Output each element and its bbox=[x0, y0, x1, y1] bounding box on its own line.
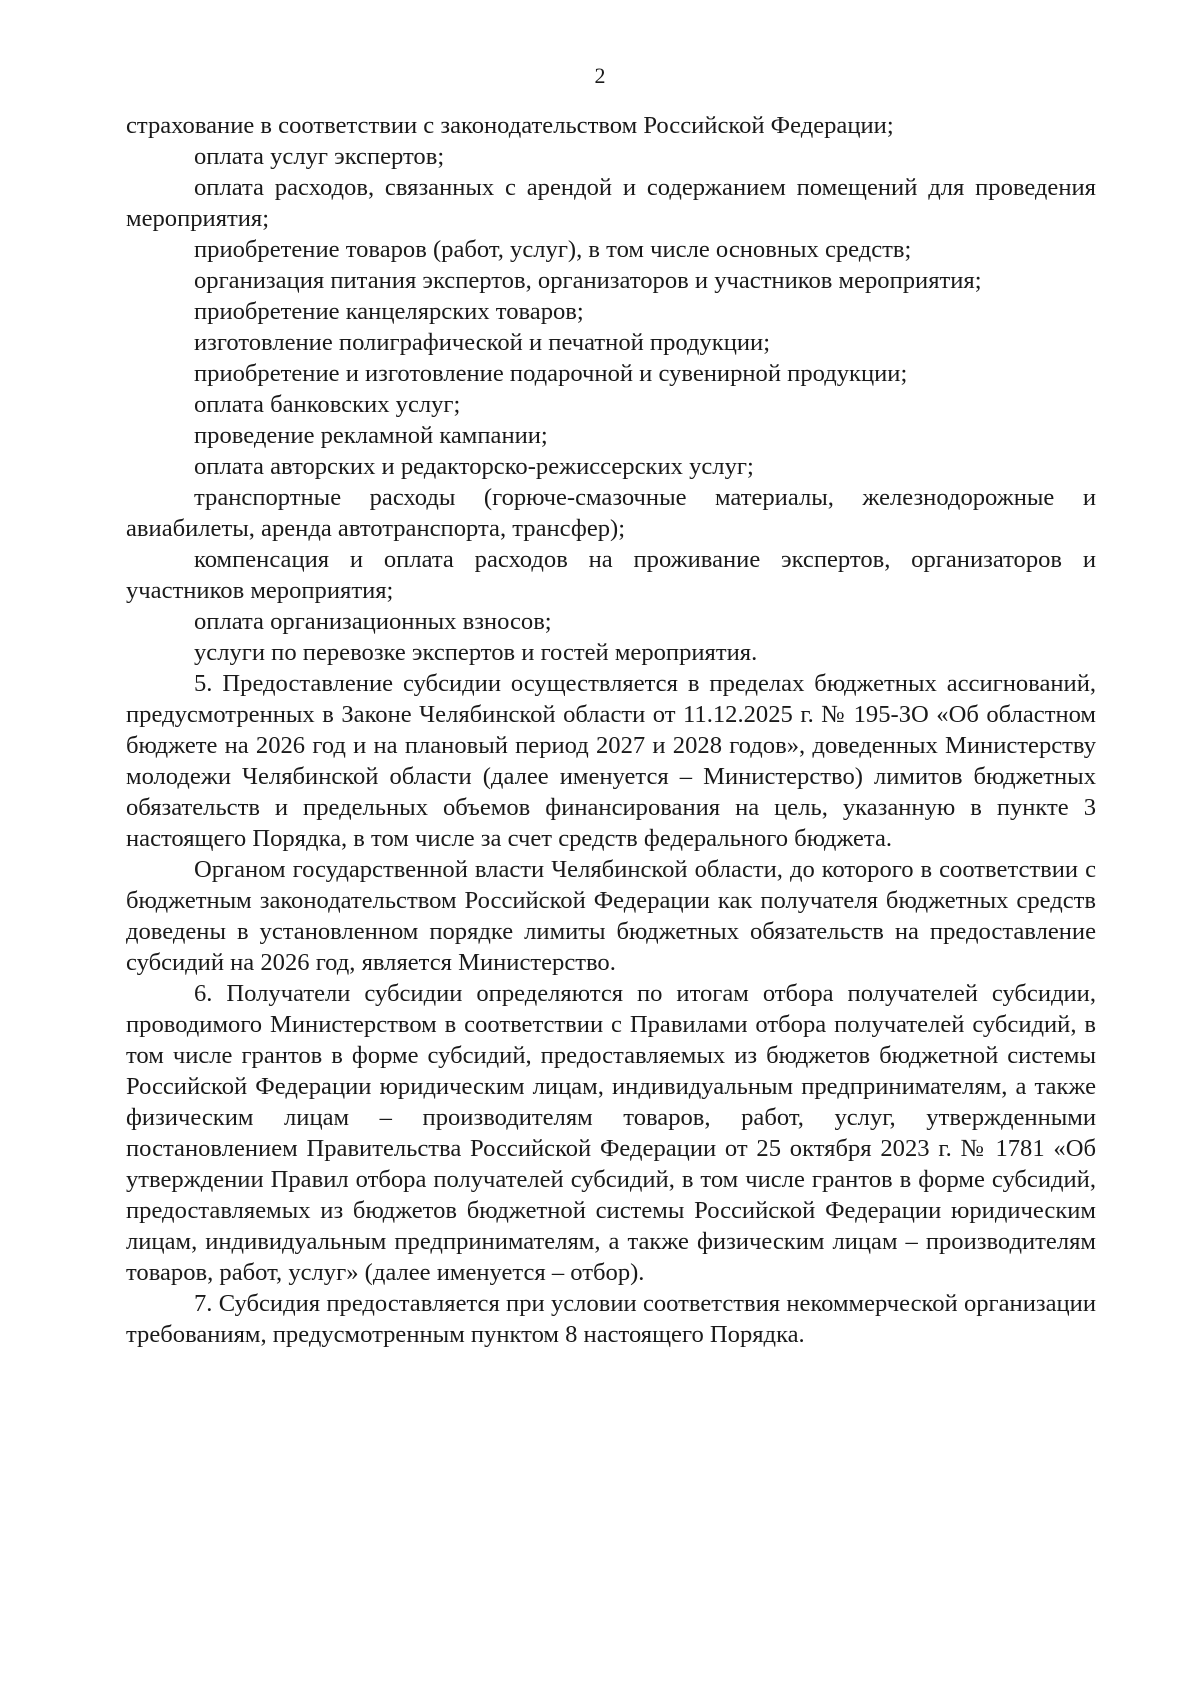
paragraph: Органом государственной власти Челябинской области, до которого в соответствии с бюджетным законодательством Российской Федерации как получателя бюджетных средств доведены в установленном порядке лимиты бюджетных обязательств на предоставление субсидий на 2026 год, является Министерство. bbox=[126, 856, 1096, 976]
paragraph: изготовление полиграфической и печатной продукции; bbox=[194, 329, 771, 356]
paragraph: проведение рекламной кампании; bbox=[194, 422, 548, 449]
paragraph: оплата банковских услуг; bbox=[194, 391, 461, 418]
paragraph: оплата услуг экспертов; bbox=[194, 143, 445, 170]
paragraph: оплата авторских и редакторско-режиссерских услуг; bbox=[194, 453, 754, 480]
paragraph: приобретение канцелярских товаров; bbox=[194, 298, 584, 325]
paragraph: 6. Получатели субсидии определяются по итогам отбора получателей субсидии, проводимого Министерством в соответствии с Правилами отбора получателей субсидий, в том числе грантов в форме субсидий, предоставляемых из бюджетов бюджетной системы Российской Федерации юридическим лицам, индивидуальным предпринимателям, а также физическим лицам – производителям товаров, работ, услуг, утвержденными постановлением Правительства Российской Федерации от 25 октября 2023 г. № 1781 «Об утверждении Правил отбора получателей субсидий, в том числе грантов в форме субсидий, предоставляемых из бюджетов бюджетной системы Российской Федерации юридическим лицам, индивидуальным предпринимателям, а также физическим лицам – производителям товаров, работ, услуг» (далее именуется – отбор). bbox=[126, 980, 1096, 1286]
paragraph: приобретение товаров (работ, услуг), в том числе основных средств; bbox=[194, 236, 912, 263]
paragraph: компенсация и оплата расходов на проживание экспертов, организаторов и участников мероприятия; bbox=[126, 546, 1096, 604]
paragraph: транспортные расходы (горюче-смазочные материалы, железнодорожные и авиабилеты, аренда автотранспорта, трансфер); bbox=[126, 484, 1096, 542]
document-body bbox=[126, 110, 1096, 1350]
paragraph: услуги по перевозке экспертов и гостей мероприятия. bbox=[194, 639, 758, 666]
paragraph: оплата организационных взносов; bbox=[194, 608, 552, 635]
paragraph: 5. Предоставление субсидии осуществляется в пределах бюджетных ассигнований, предусмотренных в Законе Челябинской области от 11.12.2025 г. № 195-ЗО «Об областном бюджете на 2026 год и на плановый период 2027 и 2028 годов», доведенных Министерству молодежи Челябинской области (далее именуется – Министерство) лимитов бюджетных обязательств и предельных объемов финансирования на цель, указанную в пункте 3 настоящего Порядка, в том числе за счет средств федерального бюджета. bbox=[126, 670, 1096, 852]
paragraph: приобретение и изготовление подарочной и сувенирной продукции; bbox=[194, 360, 908, 387]
paragraph: 7. Субсидия предоставляется при условии соответствия некоммерческой организации требованиям, предусмотренным пунктом 8 настоящего Порядка. bbox=[126, 1290, 1096, 1348]
paragraph: страхование в соответствии с законодательством Российской Федерации; bbox=[126, 112, 894, 139]
page-number: 2 bbox=[594, 63, 606, 88]
paragraph: организация питания экспертов, организаторов и участников мероприятия; bbox=[194, 267, 982, 294]
paragraph: оплата расходов, связанных с арендой и содержанием помещений для проведения мероприятия; bbox=[126, 174, 1096, 232]
